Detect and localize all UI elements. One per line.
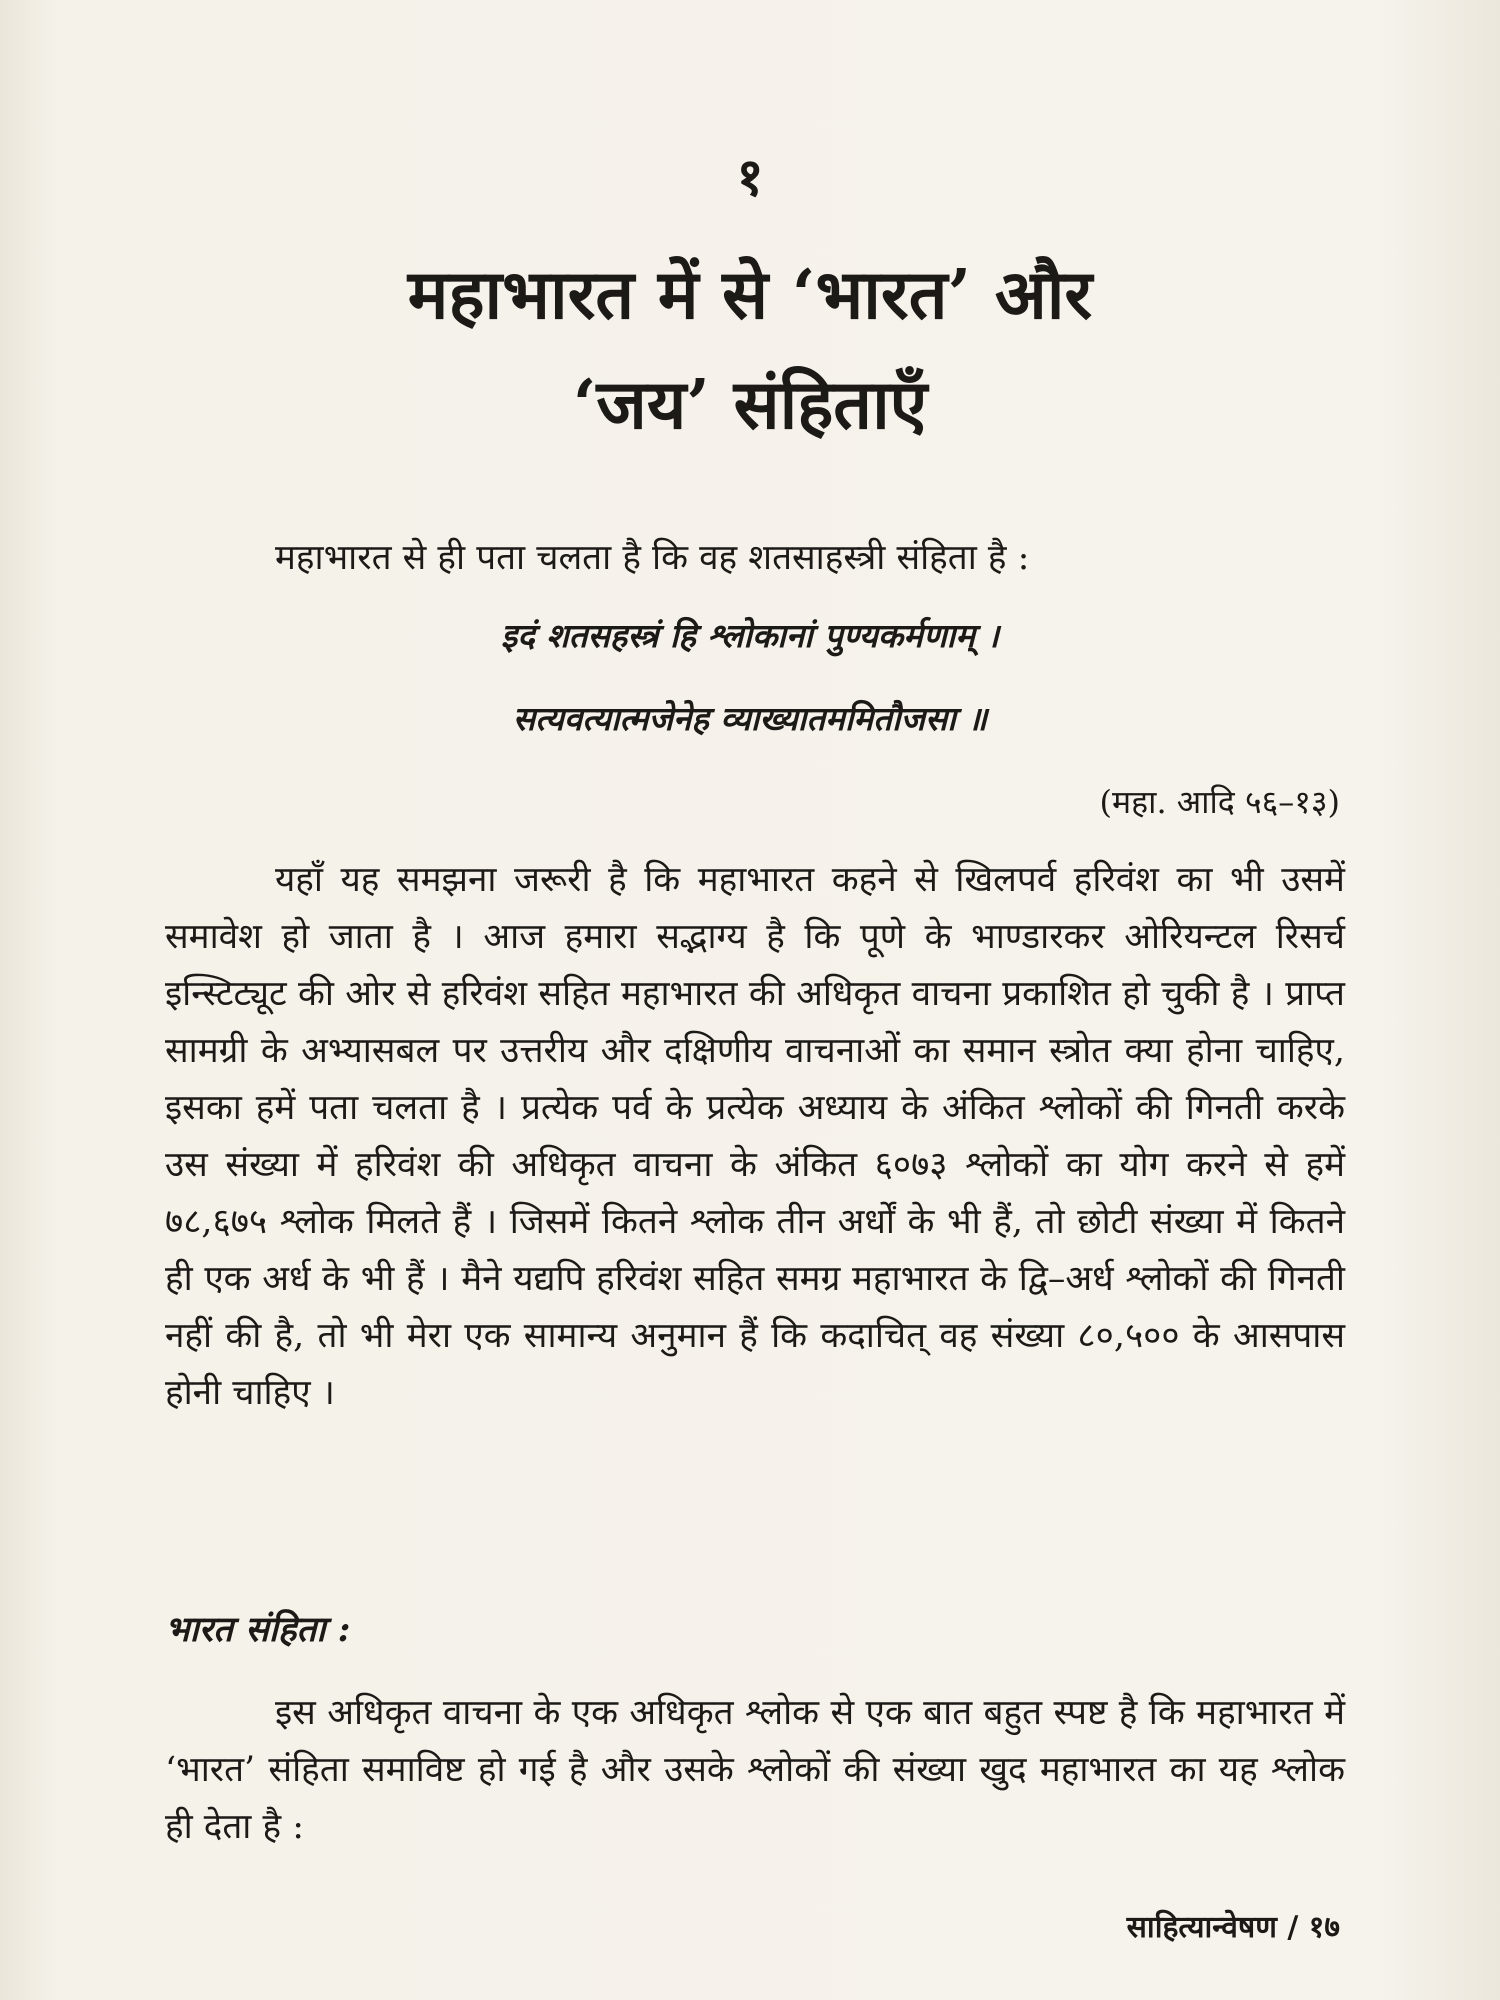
section-heading: भारत संहिता : xyxy=(165,1609,351,1650)
verse-line-2: सत्यवत्यात्मजेनेह व्याख्यातममितौजसा ॥ xyxy=(512,699,988,738)
verse-line-1: इदं शतसहस्त्रं हि श्लोकानां पुण्यकर्मणाम् । xyxy=(501,616,999,655)
body-paragraph-2: इस अधिकृत वाचना के एक अधिकृत श्लोक से एक बात बहुत स्पष्ट है कि महाभारत में ‘भारत’ संहिता समाविष्ट हो गई है और उसके श्लोकों की संख्या खुद महाभारत का यह श्लोक ही देता है : xyxy=(165,1693,1345,1847)
body-paragraph-1: यहाँ यह समझना जरूरी है कि महाभारत कहने से खिलपर्व हरिवंश का भी उसमें समावेश हो जाता है । आज हमारा सद्भाग्य है कि पूणे के भाण्डारकर ओरियन्टल रिसर्च इन्स्टिट्यूट की ओर से हरिवंश सहित महाभारत की अधिकृत वाचना प्रकाशित हो चुकी है । प्राप्त सामग्री के अभ्यासबल पर उत्तरीय और दक्षिणीय वाचनाओं का समान स्त्रोत क्या होना चाहिए, इसका हमें पता चलता है । प्रत्येक पर्व के प्रत्येक अध्याय के अंकित श्लोकों की गिनती करके उस संख्या में हरिवंश की अधिकृत वाचना के अंकित ६०७३ श्लोकों का योग करने से हमें ७८,६७५ श्लोक मिलते हैं । जिसमें कितने श्लोक तीन अर्धों के भी हैं, तो छोटी संख्या में कितने ही एक अर्ध के भी हैं । मैने यद्यपि हरिवंश सहित समग्र महाभारत के द्वि–अर्ध श्लोकों की गिनती नहीं की है, तो भी मेरा एक सामान्य अनुमान हैं कि कदाचित् वह संख्या ८०,५०० के आसपास होनी चाहिए । xyxy=(165,860,1345,1413)
chapter-number: १ xyxy=(736,147,764,208)
chapter-title-line2: ‘जय’ संहिताएँ xyxy=(572,365,928,445)
chapter-title-line1: महाभारत में से ‘भारत’ और xyxy=(407,255,1093,335)
page-footer: साहित्यान्वेषण / १७ xyxy=(1126,1910,1340,1945)
verse-reference: (महा. आदि ५६–१३) xyxy=(1099,783,1340,821)
intro-text: महाभारत से ही पता चलता है कि वह शतसाहस्त्री संहिता है : xyxy=(275,538,1030,578)
chapter-title xyxy=(0,240,1500,460)
